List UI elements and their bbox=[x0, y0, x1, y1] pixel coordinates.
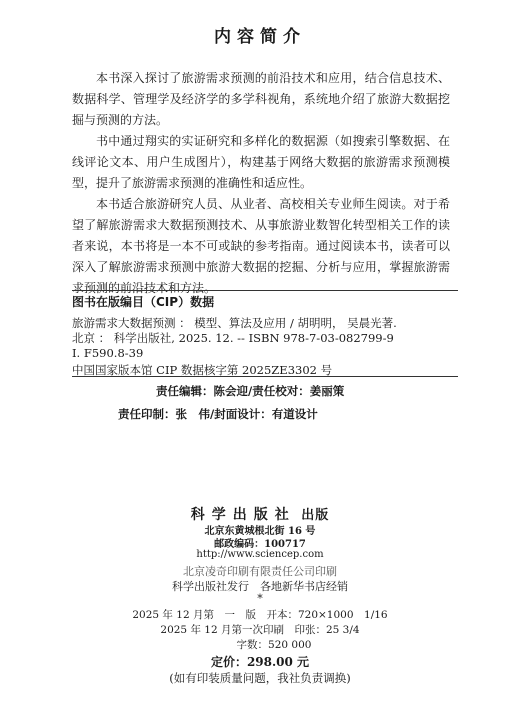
distribution: 科学出版社发行 各地新华书店经销 bbox=[172, 580, 348, 593]
printing-info: 2025 年 12 月第一次印刷 印张：25 3/4 bbox=[160, 624, 360, 636]
publisher-address: 北京东黄城根北街 16 号 bbox=[204, 526, 316, 537]
printer: 北京凌奇印刷有限责任公司印刷 bbox=[183, 565, 337, 578]
edition-info: 2025 年 12 月第 一 版 开本：720×1000 1/16 bbox=[132, 609, 388, 621]
publisher-name: 科学出版社 bbox=[190, 507, 296, 523]
cip-national-number: 中国国家版本馆 CIP 数据核字第 2025ZE3302 号 bbox=[72, 363, 333, 377]
separator-star: * bbox=[257, 592, 263, 605]
intro-paragraph-3: 本书适合旅游研究人员、从业者、高校相关专业师生阅读。对于希望了解旅游需求大数据预测技术、从事旅游业数智化转型相关工作的读者来说，本书将是一本不可或缺的参考指南。通过阅读本书，读者可以深入了解旅游需求预测中旅游大数据的挖掘、分析与应用，掌握旅游需求预测的前沿技术和方法。 bbox=[72, 197, 450, 295]
price: 定价：298.00 元 bbox=[210, 655, 310, 669]
divider-top bbox=[72, 290, 458, 291]
quality-note: (如有印装质量问题，我社负责调换) bbox=[169, 671, 351, 685]
postcode: 邮政编码：100717 bbox=[214, 539, 306, 550]
editor-credit: 责任编辑：陈会迎/责任校对：姜丽策 bbox=[156, 384, 345, 398]
cip-title: 图书在版编目（CIP）数据 bbox=[72, 295, 215, 309]
publisher-line bbox=[0, 504, 520, 524]
publisher-suffix: 出版 bbox=[301, 508, 330, 523]
page-title: 内容简介 bbox=[214, 27, 306, 47]
cip-line-classification: Ⅰ. F590.8-39 bbox=[72, 346, 144, 360]
intro-paragraph-2: 书中通过翔实的实证研究和多样化的数据源（如搜索引擎数据、在线评论文本、用户生成图片），构建基于网络大数据的旅游需求预测模型，提升了旅游需求预测的准确性和适应性。 bbox=[72, 134, 450, 190]
production-credit: 责任印制：张 伟/封面设计：有道设计 bbox=[118, 407, 318, 421]
cip-line-title: 旅游需求大数据预测 ： 模型、算法及应用 / 胡明明， 吴晨光著. bbox=[72, 316, 397, 330]
word-count: 字数：520 000 bbox=[236, 639, 312, 651]
cip-line-publisher: 北京 ： 科学出版社, 2025. 12. -- ISBN 978-7-03-082799-9 bbox=[72, 331, 394, 345]
website: http://www.sciencep.com bbox=[196, 549, 324, 560]
divider-middle bbox=[72, 376, 458, 377]
intro-paragraph-1: 本书深入探讨了旅游需求预测的前沿技术和应用，结合信息技术、数据科学、管理学及经济学的多学科视角，系统地介绍了旅游大数据挖掘与预测的方法。 bbox=[72, 71, 450, 127]
